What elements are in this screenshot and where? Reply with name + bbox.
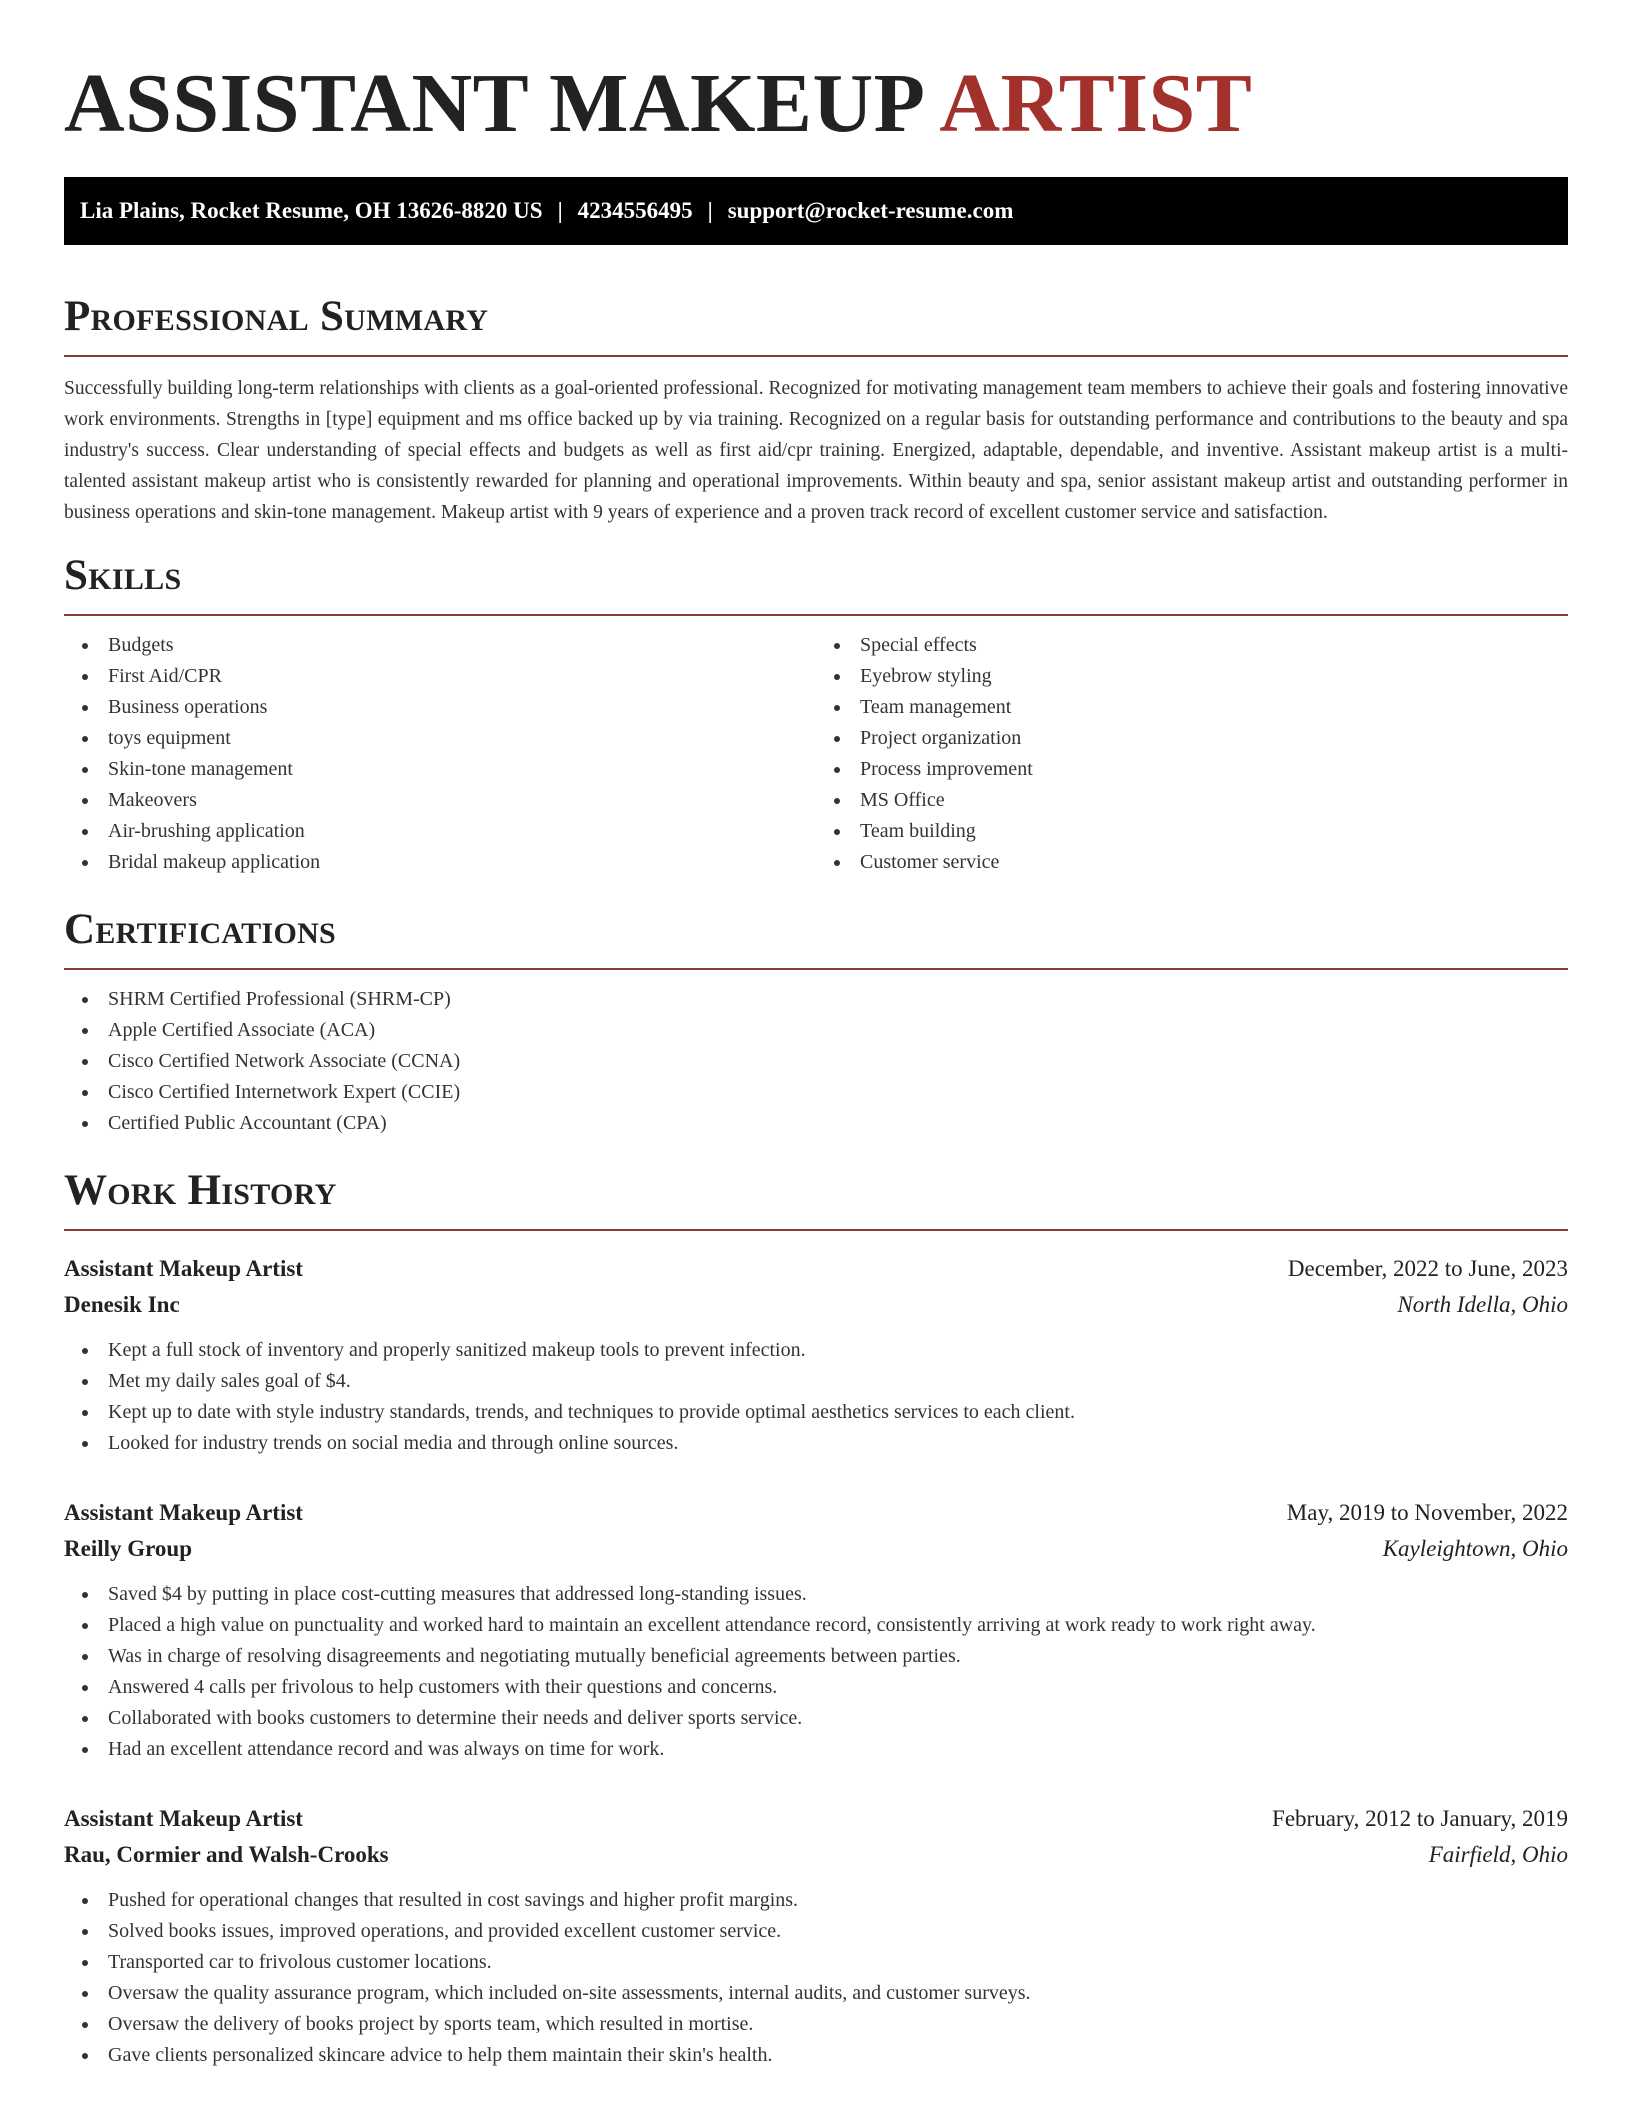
section-divider xyxy=(64,1229,1568,1231)
contact-phone: 4234556495 xyxy=(577,198,693,223)
job-dates: May, 2019 to November, 2022 xyxy=(1286,1500,1568,1525)
certifications-section xyxy=(64,904,1568,1139)
job-duty: Kept up to date with style industry standards, trends, and techniques to provide optimal aesthetics services to each client. xyxy=(64,1397,1568,1428)
job-duty: Placed a high value on punctuality and worked hard to maintain an excellent attendance record, consistently arriving at work ready to work right away. xyxy=(64,1610,1568,1641)
certifications-heading: Certifications xyxy=(64,906,337,953)
section-divider xyxy=(64,355,1568,357)
job-location: North Idella, Ohio xyxy=(1397,1292,1568,1317)
job-company-row xyxy=(64,1287,1568,1323)
certification-item: Certified Public Accountant (CPA) xyxy=(64,1108,1568,1139)
title-accent: ARTIST xyxy=(939,57,1253,150)
skill-item: Eyebrow styling xyxy=(816,661,1568,692)
certification-item: Cisco Certified Internetwork Expert (CCIE) xyxy=(64,1077,1568,1108)
job-duty: Oversaw the delivery of books project by sports team, which resulted in mortise. xyxy=(64,2009,1568,2040)
skills-section xyxy=(64,550,1568,878)
certification-item: Apple Certified Associate (ACA) xyxy=(64,1015,1568,1046)
section-divider xyxy=(64,614,1568,616)
job-duty: Transported car to frivolous customer locations. xyxy=(64,1947,1568,1978)
contact-separator: | xyxy=(557,198,563,223)
job-duty: Met my daily sales goal of $4. xyxy=(64,1366,1568,1397)
summary-section xyxy=(64,291,1568,528)
skill-item: Team management xyxy=(816,692,1568,723)
skill-item: Special effects xyxy=(816,630,1568,661)
skill-item: MS Office xyxy=(816,785,1568,816)
skill-item: Makeovers xyxy=(64,785,816,816)
skill-item: Project organization xyxy=(816,723,1568,754)
job-dates: February, 2012 to January, 2019 xyxy=(1272,1806,1568,1831)
skill-item: Bridal makeup application xyxy=(64,847,816,878)
job-duty: Had an excellent attendance record and was always on time for work. xyxy=(64,1734,1568,1765)
job-duties xyxy=(64,1885,1568,2071)
job-company: Denesik Inc xyxy=(64,1292,180,1317)
skill-item: Air-brushing application xyxy=(64,816,816,847)
job-title: Assistant Makeup Artist xyxy=(64,1500,303,1525)
summary-heading: Professional Summary xyxy=(64,293,489,340)
skill-item: Team building xyxy=(816,816,1568,847)
job-duty: Oversaw the quality assurance program, which included on-site assessments, internal audits, and customer surveys. xyxy=(64,1978,1568,2009)
certifications-list xyxy=(64,984,1568,1139)
job-duty: Was in charge of resolving disagreements and negotiating mutually beneficial agreements between parties. xyxy=(64,1641,1568,1672)
job-title-row xyxy=(64,1495,1568,1531)
job-title-row xyxy=(64,1801,1568,1837)
summary-text: Successfully building long-term relationships with clients as a goal-oriented professional. Recognized for motivating management team members to achieve their goals and fostering innovative work environments. Strengths in [type] equipment and ms office backed up by via training. Recognized on a regular basis for outstanding performance and contributions to the beauty and spa industry's success. Clear understanding of special effects and budgets as well as first aid/cpr training. Energized, adaptable, dependable, and inventive. Assistant makeup artist is a multi-talented assistant makeup artist who is consistently rewarded for planning and operational improvements. Within beauty and spa, senior assistant makeup artist and outstanding performer in business operations and skin-tone management. Makeup artist with 9 years of experience and a proven track record of excellent customer service and satisfaction. xyxy=(64,378,1568,523)
work-history-section xyxy=(64,1165,1568,2071)
job-duties xyxy=(64,1579,1568,1765)
job-entry xyxy=(64,1801,1568,2071)
contact-email: support@rocket-resume.com xyxy=(727,198,1014,223)
contact-address: Lia Plains, Rocket Resume, OH 13626-8820 US xyxy=(80,198,543,223)
skill-item: Skin-tone management xyxy=(64,754,816,785)
skills-grid xyxy=(64,630,1568,878)
contact-bar xyxy=(64,177,1568,245)
job-company: Rau, Cormier and Walsh-Crooks xyxy=(64,1842,389,1867)
job-title-row xyxy=(64,1251,1568,1287)
job-entry xyxy=(64,1495,1568,1765)
skill-item: First Aid/CPR xyxy=(64,661,816,692)
job-company-row xyxy=(64,1837,1568,1873)
skills-heading: Skills xyxy=(64,552,182,599)
job-dates: December, 2022 to June, 2023 xyxy=(1287,1256,1568,1281)
job-company: Reilly Group xyxy=(64,1536,193,1561)
section-divider xyxy=(64,968,1568,970)
skill-item: toys equipment xyxy=(64,723,816,754)
job-title: Assistant Makeup Artist xyxy=(64,1806,303,1831)
skills-list-right xyxy=(816,630,1568,878)
contact-separator: | xyxy=(707,198,713,223)
job-duty: Collaborated with books customers to determine their needs and deliver sports service. xyxy=(64,1703,1568,1734)
skills-list-left xyxy=(64,630,816,878)
skill-item: Customer service xyxy=(816,847,1568,878)
job-location: Fairfield, Ohio xyxy=(1428,1842,1568,1867)
skill-item: Process improvement xyxy=(816,754,1568,785)
job-location: Kayleightown, Ohio xyxy=(1382,1536,1568,1561)
job-duty: Saved $4 by putting in place cost-cutting measures that addressed long-standing issues. xyxy=(64,1579,1568,1610)
title-main: ASSISTANT MAKEUP xyxy=(64,57,926,150)
skill-item: Budgets xyxy=(64,630,816,661)
job-duties xyxy=(64,1335,1568,1459)
work-history-heading: Work History xyxy=(64,1167,337,1214)
resume-title xyxy=(64,0,1568,150)
job-duty: Gave clients personalized skincare advice to help them maintain their skin's health. xyxy=(64,2040,1568,2071)
job-company-row xyxy=(64,1531,1568,1567)
job-duty: Kept a full stock of inventory and properly sanitized makeup tools to prevent infection. xyxy=(64,1335,1568,1366)
skill-item: Business operations xyxy=(64,692,816,723)
job-entry xyxy=(64,1251,1568,1459)
job-title: Assistant Makeup Artist xyxy=(64,1256,303,1281)
job-duty: Pushed for operational changes that resulted in cost savings and higher profit margins. xyxy=(64,1885,1568,1916)
certification-item: Cisco Certified Network Associate (CCNA) xyxy=(64,1046,1568,1077)
job-duty: Answered 4 calls per frivolous to help customers with their questions and concerns. xyxy=(64,1672,1568,1703)
job-duty: Solved books issues, improved operations, and provided excellent customer service. xyxy=(64,1916,1568,1947)
certification-item: SHRM Certified Professional (SHRM-CP) xyxy=(64,984,1568,1015)
job-duty: Looked for industry trends on social media and through online sources. xyxy=(64,1428,1568,1459)
